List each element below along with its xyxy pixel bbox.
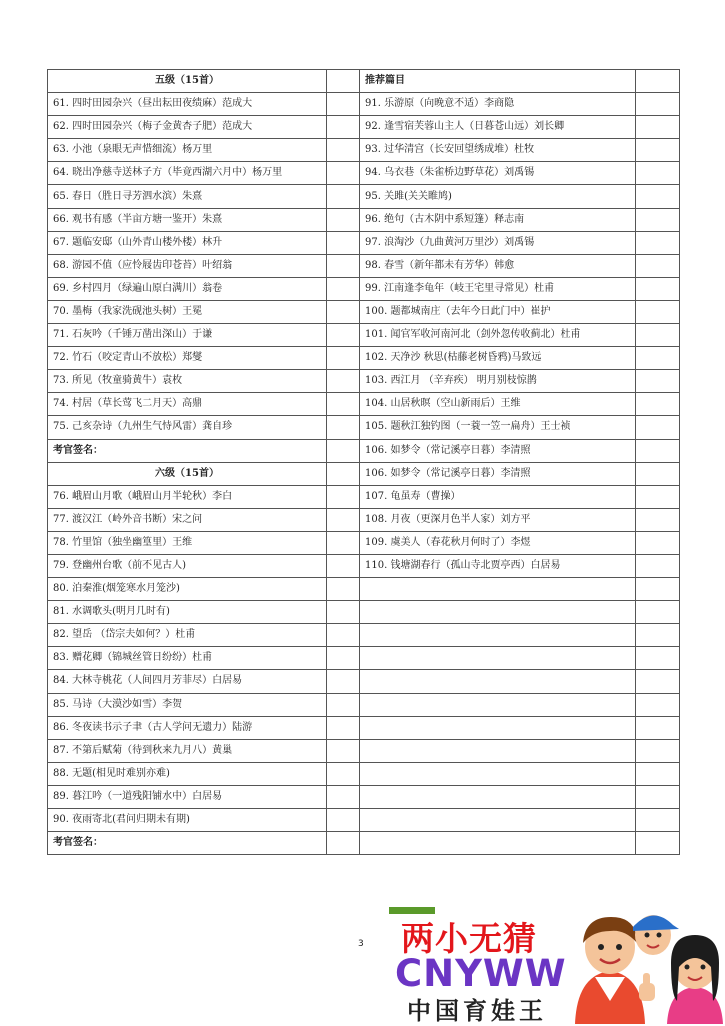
poem-title-left: 五级（15首） bbox=[48, 70, 327, 93]
poem-title-right: 94. 乌衣巷（朱雀桥边野草花）刘禹锡 bbox=[360, 162, 636, 185]
poem-title-right: 95. 关雎(关关睢鸠) bbox=[360, 185, 636, 208]
poem-title-left: 65. 春日（胜日寻芳泗水滨）朱熹 bbox=[48, 185, 327, 208]
check-cell-left[interactable] bbox=[327, 70, 360, 93]
check-cell-right[interactable] bbox=[636, 462, 680, 485]
logo-tagline: 中国育娃王 bbox=[407, 997, 547, 1025]
poem-title-left: 73. 所见（牧童骑黄牛）袁枚 bbox=[48, 370, 327, 393]
check-cell-right[interactable] bbox=[636, 809, 680, 832]
poem-title-right bbox=[360, 832, 636, 855]
table-row bbox=[48, 531, 680, 554]
check-cell-left[interactable] bbox=[327, 93, 360, 116]
check-cell-left[interactable] bbox=[327, 809, 360, 832]
check-cell-left[interactable] bbox=[327, 416, 360, 439]
poem-title-left: 76. 峨眉山月歌（峨眉山月半轮秋）李白 bbox=[48, 485, 327, 508]
poem-title-left: 69. 乡村四月（绿遍山原白满川）翁卷 bbox=[48, 277, 327, 300]
table-row bbox=[48, 762, 680, 785]
check-cell-left[interactable] bbox=[327, 647, 360, 670]
brand-logo bbox=[385, 905, 725, 1024]
poem-title-right: 104. 山居秋暝（空山新雨后）王维 bbox=[360, 393, 636, 416]
poem-title-right: 推荐篇目 bbox=[360, 70, 636, 93]
poem-title-right bbox=[360, 762, 636, 785]
table-row bbox=[48, 162, 680, 185]
table-row bbox=[48, 300, 680, 323]
check-cell-right[interactable] bbox=[636, 300, 680, 323]
table-row bbox=[48, 578, 680, 601]
poem-title-left: 75. 己亥杂诗（九州生气恃风雷）龚自珍 bbox=[48, 416, 327, 439]
check-cell-right[interactable] bbox=[636, 624, 680, 647]
table-row bbox=[48, 347, 680, 370]
poem-title-left: 81. 水调歌头(明月几时有) bbox=[48, 601, 327, 624]
check-cell-left[interactable] bbox=[327, 370, 360, 393]
check-cell-left[interactable] bbox=[327, 347, 360, 370]
check-cell-left[interactable] bbox=[327, 277, 360, 300]
table-row bbox=[48, 670, 680, 693]
logo-text-latin: CNYWW bbox=[395, 952, 567, 995]
check-cell-left[interactable] bbox=[327, 324, 360, 347]
check-cell-right[interactable] bbox=[636, 693, 680, 716]
poem-title-right: 103. 西江月 （辛弃疾） 明月别枝惊鹊 bbox=[360, 370, 636, 393]
check-cell-right[interactable] bbox=[636, 231, 680, 254]
check-cell-right[interactable] bbox=[636, 762, 680, 785]
check-cell-left[interactable] bbox=[327, 670, 360, 693]
poem-title-left: 90. 夜雨寄北(君问归期未有期) bbox=[48, 809, 327, 832]
check-cell-right[interactable] bbox=[636, 185, 680, 208]
table-row bbox=[48, 601, 680, 624]
check-cell-right[interactable] bbox=[636, 670, 680, 693]
check-cell-right[interactable] bbox=[636, 531, 680, 554]
poem-title-right: 97. 浪淘沙（九曲黄河万里沙）刘禹锡 bbox=[360, 231, 636, 254]
check-cell-right[interactable] bbox=[636, 393, 680, 416]
poem-title-right: 98. 春雪（新年都未有芳华）韩愈 bbox=[360, 254, 636, 277]
table-row bbox=[48, 277, 680, 300]
table-row bbox=[48, 393, 680, 416]
check-cell-right[interactable] bbox=[636, 347, 680, 370]
poem-title-right: 101. 闻官军收河南河北（剑外忽传收蓟北）杜甫 bbox=[360, 324, 636, 347]
poem-title-right bbox=[360, 739, 636, 762]
check-cell-right[interactable] bbox=[636, 162, 680, 185]
table-row bbox=[48, 832, 680, 855]
table-row bbox=[48, 93, 680, 116]
check-cell-left[interactable] bbox=[327, 624, 360, 647]
poem-title-right: 106. 如梦令（常记溪亭日暮）李清照 bbox=[360, 462, 636, 485]
poem-title-right bbox=[360, 716, 636, 739]
check-cell-right[interactable] bbox=[636, 93, 680, 116]
check-cell-right[interactable] bbox=[636, 832, 680, 855]
check-cell-left[interactable] bbox=[327, 554, 360, 577]
poem-title-left: 62. 四时田园杂兴（梅子金黄杏子肥）范成大 bbox=[48, 116, 327, 139]
poem-title-right bbox=[360, 693, 636, 716]
poem-checklist-table bbox=[47, 69, 680, 855]
poem-title-right: 100. 题都城南庄（去年今日此门中）崔护 bbox=[360, 300, 636, 323]
table-row bbox=[48, 185, 680, 208]
table-row bbox=[48, 554, 680, 577]
page-number: 3 bbox=[358, 939, 364, 949]
poem-title-left: 89. 暮江吟（一道残阳铺水中）白居易 bbox=[48, 785, 327, 808]
check-cell-right[interactable] bbox=[636, 277, 680, 300]
poem-title-right: 102. 天净沙 秋思(枯藤老树昏鸦)马致远 bbox=[360, 347, 636, 370]
check-cell-left[interactable] bbox=[327, 162, 360, 185]
poem-title-left: 68. 游园不值（应怜屐齿印苍苔）叶绍翁 bbox=[48, 254, 327, 277]
poem-title-right: 109. 虞美人（春花秋月何时了）李煜 bbox=[360, 531, 636, 554]
poem-title-right: 105. 题秋江独钓图（一蓑一笠一扁舟）王士祯 bbox=[360, 416, 636, 439]
check-cell-right[interactable] bbox=[636, 485, 680, 508]
poem-title-right bbox=[360, 670, 636, 693]
table-row bbox=[48, 231, 680, 254]
check-cell-right[interactable] bbox=[636, 508, 680, 531]
table-row bbox=[48, 324, 680, 347]
check-cell-left[interactable] bbox=[327, 462, 360, 485]
poem-title-left: 80. 泊秦淮(烟笼寒水月笼沙) bbox=[48, 578, 327, 601]
check-cell-right[interactable] bbox=[636, 254, 680, 277]
check-cell-left[interactable] bbox=[327, 739, 360, 762]
poem-title-right: 110. 钱塘湖春行（孤山寺北贾亭西）白居易 bbox=[360, 554, 636, 577]
check-cell-left[interactable] bbox=[327, 693, 360, 716]
poem-title-right: 108. 月夜（更深月色半人家）刘方平 bbox=[360, 508, 636, 531]
table-row bbox=[48, 693, 680, 716]
check-cell-left[interactable] bbox=[327, 208, 360, 231]
poem-title-left: 85. 马诗（大漠沙如雪）李贺 bbox=[48, 693, 327, 716]
check-cell-right[interactable] bbox=[636, 324, 680, 347]
table-row bbox=[48, 485, 680, 508]
poem-title-left: 67. 题临安邸（山外青山楼外楼）林升 bbox=[48, 231, 327, 254]
check-cell-left[interactable] bbox=[327, 832, 360, 855]
poem-title-right: 93. 过华清宫（长安回望绣成堆）杜牧 bbox=[360, 139, 636, 162]
poem-title-right bbox=[360, 578, 636, 601]
poem-title-right: 91. 乐游原（向晚意不适）李商隐 bbox=[360, 93, 636, 116]
examiner-signature-label: 考官签名： bbox=[48, 439, 327, 462]
table-row bbox=[48, 416, 680, 439]
check-cell-left[interactable] bbox=[327, 485, 360, 508]
table-row bbox=[48, 208, 680, 231]
check-cell-left[interactable] bbox=[327, 185, 360, 208]
check-cell-left[interactable] bbox=[327, 300, 360, 323]
examiner-signature-label: 考官签名： bbox=[48, 832, 327, 855]
logo-text-chinese: 两小无猜 bbox=[401, 919, 537, 958]
poem-title-left: 82. 望岳 （岱宗夫如何？）杜甫 bbox=[48, 624, 327, 647]
table-row bbox=[48, 254, 680, 277]
poem-title-left: 61. 四时田园杂兴（昼出耘田夜绩麻）范成大 bbox=[48, 93, 327, 116]
poem-title-left: 64. 晓出净慈寺送林子方（毕竟西湖六月中）杨万里 bbox=[48, 162, 327, 185]
check-cell-right[interactable] bbox=[636, 70, 680, 93]
check-cell-right[interactable] bbox=[636, 370, 680, 393]
poem-title-right: 92. 逢雪宿芙蓉山主人（日暮苍山远）刘长卿 bbox=[360, 116, 636, 139]
check-cell-right[interactable] bbox=[636, 716, 680, 739]
check-cell-left[interactable] bbox=[327, 139, 360, 162]
check-cell-left[interactable] bbox=[327, 578, 360, 601]
table-row bbox=[48, 70, 680, 93]
check-cell-right[interactable] bbox=[636, 116, 680, 139]
check-cell-right[interactable] bbox=[636, 739, 680, 762]
poem-title-right: 107. 龟虽寿（曹操） bbox=[360, 485, 636, 508]
poem-title-left: 六级（15首） bbox=[48, 462, 327, 485]
table-row bbox=[48, 624, 680, 647]
poem-title-left: 88. 无题(相见时难别亦难) bbox=[48, 762, 327, 785]
check-cell-right[interactable] bbox=[636, 785, 680, 808]
poem-title-left: 74. 村居（草长莺飞二月天）高鼎 bbox=[48, 393, 327, 416]
poem-title-left: 84. 大林寺桃花（人间四月芳菲尽）白居易 bbox=[48, 670, 327, 693]
check-cell-left[interactable] bbox=[327, 531, 360, 554]
table-row bbox=[48, 716, 680, 739]
check-cell-right[interactable] bbox=[636, 208, 680, 231]
poem-title-left: 71. 石灰吟（千锤万凿出深山）于谦 bbox=[48, 324, 327, 347]
table-row bbox=[48, 809, 680, 832]
check-cell-left[interactable] bbox=[327, 601, 360, 624]
check-cell-right[interactable] bbox=[636, 601, 680, 624]
poem-title-right: 99. 江南逢李龟年（岐王宅里寻常见）杜甫 bbox=[360, 277, 636, 300]
check-cell-right[interactable] bbox=[636, 139, 680, 162]
check-cell-left[interactable] bbox=[327, 231, 360, 254]
check-cell-right[interactable] bbox=[636, 416, 680, 439]
table-row bbox=[48, 439, 680, 462]
poem-title-left: 77. 渡汉江（岭外音书断）宋之问 bbox=[48, 508, 327, 531]
check-cell-left[interactable] bbox=[327, 716, 360, 739]
check-cell-right[interactable] bbox=[636, 554, 680, 577]
table-row bbox=[48, 139, 680, 162]
table-row bbox=[48, 785, 680, 808]
check-cell-left[interactable] bbox=[327, 254, 360, 277]
table-row bbox=[48, 462, 680, 485]
poem-title-left: 78. 竹里馆（独坐幽篁里）王维 bbox=[48, 531, 327, 554]
check-cell-right[interactable] bbox=[636, 578, 680, 601]
table-row bbox=[48, 647, 680, 670]
table-row bbox=[48, 370, 680, 393]
check-cell-right[interactable] bbox=[636, 439, 680, 462]
poem-title-right bbox=[360, 601, 636, 624]
poem-title-right bbox=[360, 624, 636, 647]
check-cell-left[interactable] bbox=[327, 508, 360, 531]
check-cell-left[interactable] bbox=[327, 393, 360, 416]
table-row bbox=[48, 508, 680, 531]
check-cell-left[interactable] bbox=[327, 762, 360, 785]
table-row bbox=[48, 739, 680, 762]
poem-title-right bbox=[360, 647, 636, 670]
poem-title-left: 83. 赠花卿（锦城丝管日纷纷）杜甫 bbox=[48, 647, 327, 670]
poem-title-right: 96. 绝句（古木阴中系短篷）释志南 bbox=[360, 208, 636, 231]
poem-title-right: 106. 如梦令（常记溪亭日暮）李清照 bbox=[360, 439, 636, 462]
poem-title-left: 66. 观书有感（半亩方塘一鉴开）朱熹 bbox=[48, 208, 327, 231]
cartoon-children-icon bbox=[555, 905, 725, 1024]
check-cell-left[interactable] bbox=[327, 439, 360, 462]
table-row bbox=[48, 116, 680, 139]
poem-title-left: 63. 小池（泉眼无声惜细流）杨万里 bbox=[48, 139, 327, 162]
poem-title-left: 86. 冬夜读书示子聿（古人学问无遗力）陆游 bbox=[48, 716, 327, 739]
poem-title-left: 87. 不第后赋菊（待到秋来九月八）黄巢 bbox=[48, 739, 327, 762]
check-cell-left[interactable] bbox=[327, 785, 360, 808]
poem-title-right bbox=[360, 809, 636, 832]
poem-title-left: 79. 登幽州台歌（前不见古人) bbox=[48, 554, 327, 577]
check-cell-left[interactable] bbox=[327, 116, 360, 139]
check-cell-right[interactable] bbox=[636, 647, 680, 670]
poem-title-left: 72. 竹石（咬定青山不放松）郑燮 bbox=[48, 347, 327, 370]
poem-title-left: 70. 墨梅（我家洗砚池头树）王冕 bbox=[48, 300, 327, 323]
poem-title-right bbox=[360, 785, 636, 808]
